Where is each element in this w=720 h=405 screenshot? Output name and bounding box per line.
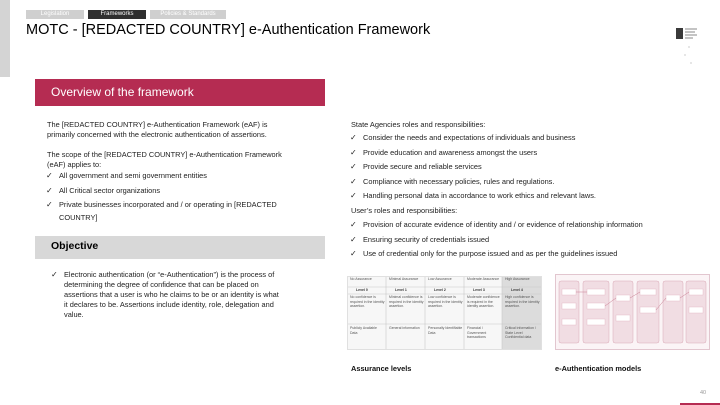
assurance-cell: General information bbox=[389, 326, 420, 330]
objective-line: assertions that a user is who he claims to be or an identity is what bbox=[64, 290, 279, 299]
state-agencies-item: ✓ Consider the needs and expectations of individuals and business bbox=[363, 133, 575, 143]
page-title: MOTC - [REDACTED COUNTRY] e-Authentication Framework bbox=[26, 22, 431, 38]
assurance-cell: High confidence is required in the identity assertion. bbox=[505, 295, 540, 309]
e-authentication-models-diagram bbox=[555, 274, 710, 350]
assurance-level: Level 0 bbox=[356, 288, 368, 292]
assurance-header: Moderate Assurance bbox=[467, 277, 500, 281]
e-authentication-models-caption: e-Authentication models bbox=[555, 364, 642, 373]
overview-para1-line2: primarily concerned with the electronic authentication of assertions. bbox=[47, 130, 267, 139]
assurance-cell: No confidence is required in the identity assertion. bbox=[350, 295, 385, 309]
state-agencies-item: ✓ Provide education and awareness amongst the users bbox=[363, 148, 537, 158]
assurance-cell: Critical information / State Level Confidential data bbox=[505, 326, 536, 340]
tab-frameworks[interactable]: Frameworks bbox=[88, 10, 146, 19]
assurance-level: Level 4 bbox=[511, 288, 523, 292]
assurance-header: No Assurance bbox=[350, 277, 372, 281]
objective-line: ✓ Electronic authentication (or “e-Authentication”) is the process of bbox=[64, 270, 274, 280]
objective-line: determining the degree of confidence that can be placed on bbox=[64, 280, 259, 289]
left-edge-strip bbox=[0, 0, 10, 77]
assurance-cell: Publicly Available Data bbox=[350, 326, 377, 335]
state-agencies-item: ✓ Compliance with necessary policies, rules and regulations. bbox=[363, 177, 554, 187]
users-item: ✓ Provision of accurate evidence of identity and / or evidence of relationship information bbox=[363, 220, 643, 230]
users-heading: User’s roles and responsibilities: bbox=[351, 206, 458, 215]
overview-para2-line1: The scope of the [REDACTED COUNTRY] e-Authentication Framework bbox=[47, 150, 282, 159]
assurance-header: High Assurance bbox=[505, 277, 530, 281]
scope-item-continued: COUNTRY] bbox=[59, 213, 98, 222]
logo-icon bbox=[674, 24, 700, 74]
models-diagram-graphic bbox=[556, 275, 709, 349]
assurance-level: Level 1 bbox=[395, 288, 407, 292]
assurance-header: Low Assurance bbox=[428, 277, 452, 281]
assurance-level: Level 3 bbox=[473, 288, 485, 292]
state-agencies-item: ✓ Handling personal data in accordance to work ethics and relevant laws. bbox=[363, 191, 596, 201]
tab-bar bbox=[26, 10, 226, 19]
tab-legislation[interactable]: Legislation bbox=[26, 10, 84, 19]
scope-item: ✓ All government and semi government entities bbox=[59, 171, 207, 181]
state-agencies-heading: State Agencies roles and responsibilities: bbox=[351, 120, 486, 129]
objective-heading: Objective bbox=[51, 240, 99, 252]
assurance-cell: Minimal confidence is required in the identity assertion. bbox=[389, 295, 424, 309]
overview-para1-line1: The [REDACTED COUNTRY] e-Authentication Framework (eAF) is bbox=[47, 120, 268, 129]
assurance-cell: Financial / Government transactions bbox=[467, 326, 487, 340]
users-item: ✓ Use of credential only for the purpose issued and as per the guidelines issued bbox=[363, 249, 617, 259]
state-agencies-item: ✓ Provide secure and reliable services bbox=[363, 162, 482, 172]
assurance-cell: Moderate confidence is required in the identity assertion. bbox=[467, 295, 500, 309]
assurance-cell: Personally Identifiable Data bbox=[428, 326, 463, 335]
page-number: 40 bbox=[700, 390, 707, 396]
users-item: ✓ Ensuring security of credentials issued bbox=[363, 235, 489, 245]
overview-heading: Overview of the framework bbox=[51, 85, 194, 99]
assurance-cell: Low confidence is required in the identity assertion. bbox=[428, 295, 463, 309]
assurance-levels-caption: Assurance levels bbox=[351, 364, 412, 373]
objective-line: value. bbox=[64, 310, 84, 319]
objective-line: it declares to be. Assertions include identity, role, delegation and bbox=[64, 300, 274, 309]
tab-policies-standards[interactable]: Policies & Standards bbox=[150, 10, 226, 19]
scope-item: ✓ All Critical sector organizations bbox=[59, 186, 160, 196]
overview-para2-line2: (eAF) applies to: bbox=[47, 160, 102, 169]
assurance-header: Minimal Assurance bbox=[389, 277, 419, 281]
scope-item: ✓ Private businesses incorporated and / or operating in [REDACTED bbox=[59, 200, 277, 210]
assurance-level: Level 2 bbox=[434, 288, 446, 292]
